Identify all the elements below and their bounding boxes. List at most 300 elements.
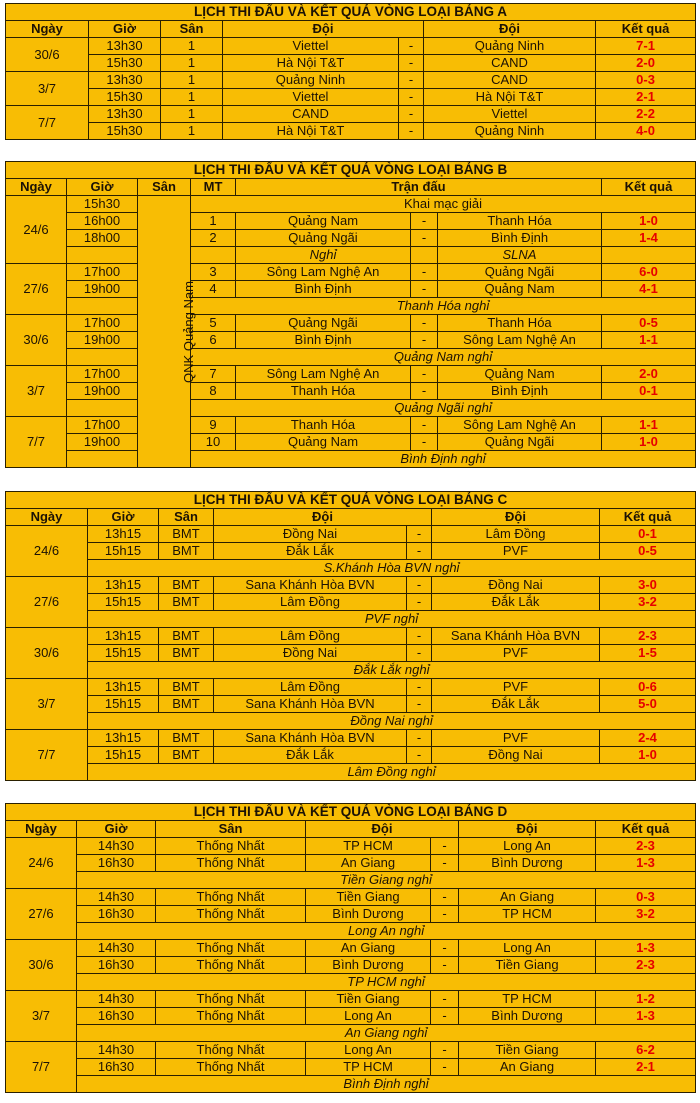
table-row (6, 543, 696, 560)
match-number: 7 (191, 366, 236, 383)
header-venue: Sân (156, 821, 306, 838)
table-row (6, 451, 696, 468)
table-row (6, 906, 696, 923)
rest-note: Long An nghỉ (77, 923, 696, 940)
match-number: 4 (191, 281, 236, 298)
match-number: 6 (191, 332, 236, 349)
match-venue: Thống Nhất (156, 1042, 306, 1059)
group-d-table (5, 803, 696, 1093)
vs-separator: - (431, 855, 459, 872)
match-time: 19h00 (67, 383, 138, 400)
home-team: Bình Dương (306, 957, 431, 974)
header-date: Ngày (6, 821, 77, 838)
match-score: 0-3 (596, 889, 696, 906)
empty-cell (67, 451, 138, 468)
table-row (6, 730, 696, 747)
home-team: Quảng Ngãi (236, 230, 411, 247)
match-venue: Thống Nhất (156, 1059, 306, 1076)
match-time: 15h30 (89, 55, 161, 72)
home-team: Đắk Lắk (214, 543, 407, 560)
group-d-title: LỊCH THI ĐẤU VÀ KẾT QUẢ VÒNG LOẠI BẢNG D (6, 804, 696, 821)
match-date: 27/6 (6, 264, 67, 315)
rest-note: Đắk Lắk nghỉ (88, 662, 696, 679)
match-number: 2 (191, 230, 236, 247)
match-venue: Thống Nhất (156, 991, 306, 1008)
home-team: Lâm Đồng (214, 628, 407, 645)
match-time: 15h15 (88, 747, 159, 764)
table-row (6, 366, 696, 383)
rest-team: SLNA (438, 247, 602, 264)
vs-separator: - (431, 889, 459, 906)
home-team: Bình Định (236, 332, 411, 349)
home-team: Quảng Ninh (223, 72, 399, 89)
header-venue: Sân (138, 179, 191, 196)
empty-cell (67, 247, 138, 264)
match-date: 27/6 (6, 889, 77, 940)
header-team1: Đội (223, 21, 424, 38)
match-time: 16h30 (77, 1059, 156, 1076)
table-row (6, 577, 696, 594)
match-time: 16h00 (67, 213, 138, 230)
away-team: Hà Nội T&T (424, 89, 596, 106)
match-score: 2-2 (596, 106, 696, 123)
table-row (6, 889, 696, 906)
header-team2: Đội (459, 821, 596, 838)
home-team: Bình Dương (306, 906, 431, 923)
away-team: Thanh Hóa (438, 213, 602, 230)
home-team: Quảng Nam (236, 434, 411, 451)
vs-separator: - (431, 940, 459, 957)
match-time: 14h30 (77, 940, 156, 957)
match-date: 30/6 (6, 940, 77, 991)
rest-note: Tiền Giang nghỉ (77, 872, 696, 889)
away-team: Tiền Giang (459, 957, 596, 974)
vs-separator: - (399, 106, 424, 123)
match-score: 2-4 (600, 730, 696, 747)
away-team: Long An (459, 940, 596, 957)
header-team1: Đội (306, 821, 459, 838)
match-date: 7/7 (6, 730, 88, 781)
match-score: 2-3 (596, 838, 696, 855)
match-score: 1-0 (602, 434, 696, 451)
vs-separator: - (431, 1059, 459, 1076)
home-team: Sông Lam Nghệ An (236, 264, 411, 281)
away-team: Quảng Ngãi (438, 434, 602, 451)
match-score: 0-5 (602, 315, 696, 332)
empty-cell (411, 247, 438, 264)
away-team: Quảng Nam (438, 281, 602, 298)
home-team: Lâm Đồng (214, 679, 407, 696)
header-team2: Đội (432, 509, 600, 526)
home-team: Sana Khánh Hòa BVN (214, 696, 407, 713)
match-number: 5 (191, 315, 236, 332)
vs-separator: - (431, 991, 459, 1008)
away-team: Sông Lam Nghệ An (438, 332, 602, 349)
table-row (6, 957, 696, 974)
vs-separator: - (431, 906, 459, 923)
table-row (6, 1008, 696, 1025)
match-score: 2-3 (600, 628, 696, 645)
rest-note: Quảng Ngãi nghỉ (191, 400, 696, 417)
vs-separator: - (411, 366, 438, 383)
match-score: 0-1 (602, 383, 696, 400)
match-time: 17h00 (67, 366, 138, 383)
match-time: 16h30 (77, 1008, 156, 1025)
match-score: 0-1 (600, 526, 696, 543)
match-time: 13h15 (88, 628, 159, 645)
away-team: Quảng Ninh (424, 38, 596, 55)
home-team: Tiền Giang (306, 889, 431, 906)
table-row (6, 764, 696, 781)
table-row (6, 679, 696, 696)
home-team: Lâm Đồng (214, 594, 407, 611)
vs-separator: - (411, 315, 438, 332)
match-venue: Thống Nhất (156, 889, 306, 906)
table-row (6, 332, 696, 349)
vs-separator: - (407, 526, 432, 543)
away-team: Sông Lam Nghệ An (438, 417, 602, 434)
table-row (6, 713, 696, 730)
header-time: Giờ (88, 509, 159, 526)
header-team2: Đội (424, 21, 596, 38)
table-row (6, 974, 696, 991)
vs-separator: - (407, 594, 432, 611)
rest-note: TP HCM nghỉ (77, 974, 696, 991)
home-team: CAND (223, 106, 399, 123)
table-row (6, 991, 696, 1008)
home-team: Hà Nội T&T (223, 55, 399, 72)
home-team: Viettel (223, 89, 399, 106)
match-venue: BMT (159, 747, 214, 764)
table-row (6, 560, 696, 577)
empty-cell (67, 298, 138, 315)
home-team: Quảng Nam (236, 213, 411, 230)
match-time: 13h30 (89, 106, 161, 123)
vs-separator: - (411, 434, 438, 451)
vs-separator: - (411, 213, 438, 230)
table-row (6, 383, 696, 400)
table-row (6, 196, 696, 213)
match-time: 15h15 (88, 594, 159, 611)
header-result: Kết quả (602, 179, 696, 196)
vs-separator: - (399, 55, 424, 72)
vs-separator: - (431, 838, 459, 855)
header-result: Kết quả (596, 821, 696, 838)
match-venue: Thống Nhất (156, 957, 306, 974)
match-venue: Thống Nhất (156, 906, 306, 923)
match-date: 7/7 (6, 417, 67, 468)
match-date: 3/7 (6, 991, 77, 1042)
vs-separator: - (407, 696, 432, 713)
table-row (6, 855, 696, 872)
vs-separator: - (411, 230, 438, 247)
home-team: TP HCM (306, 838, 431, 855)
match-venue: BMT (159, 543, 214, 560)
away-team: Bình Định (438, 230, 602, 247)
home-team: Hà Nội T&T (223, 123, 399, 140)
vs-separator: - (407, 679, 432, 696)
table-row (6, 940, 696, 957)
match-venue: 1 (161, 38, 223, 55)
match-score: 0-5 (600, 543, 696, 560)
home-team: Bình Định (236, 281, 411, 298)
table-row (6, 400, 696, 417)
away-team: Đồng Nai (432, 747, 600, 764)
table-row (6, 264, 696, 281)
home-team: Quảng Ngãi (236, 315, 411, 332)
vs-separator: - (411, 383, 438, 400)
match-score: 0-6 (600, 679, 696, 696)
match-score: 6-2 (596, 1042, 696, 1059)
away-team: An Giang (459, 1059, 596, 1076)
away-team: Bình Dương (459, 1008, 596, 1025)
match-time: 14h30 (77, 889, 156, 906)
match-score: 1-3 (596, 1008, 696, 1025)
vs-separator: - (411, 417, 438, 434)
header-date: Ngày (6, 179, 67, 196)
match-time: 15h30 (89, 123, 161, 140)
match-score: 3-2 (596, 906, 696, 923)
vs-separator: - (431, 1008, 459, 1025)
table-row (6, 662, 696, 679)
away-team: Tiền Giang (459, 1042, 596, 1059)
match-date: 24/6 (6, 526, 88, 577)
table-row (6, 417, 696, 434)
match-venue: BMT (159, 679, 214, 696)
match-venue: BMT (159, 730, 214, 747)
table-row (6, 349, 696, 366)
match-time: 17h00 (67, 417, 138, 434)
rest-note: S.Khánh Hòa BVN nghỉ (88, 560, 696, 577)
match-venue: 1 (161, 55, 223, 72)
match-score: 1-5 (600, 645, 696, 662)
home-team: An Giang (306, 855, 431, 872)
match-time: 15h15 (88, 696, 159, 713)
group-a-table (5, 3, 696, 140)
vs-separator: - (399, 89, 424, 106)
match-time: 17h00 (67, 315, 138, 332)
table-row (6, 72, 696, 89)
rest-note: Đồng Nai nghỉ (88, 713, 696, 730)
home-team: Sana Khánh Hòa BVN (214, 577, 407, 594)
away-team: Đắk Lắk (432, 696, 600, 713)
match-time: 19h00 (67, 281, 138, 298)
match-venue: BMT (159, 645, 214, 662)
match-venue: Thống Nhất (156, 838, 306, 855)
match-time: 13h15 (88, 526, 159, 543)
away-team: Lâm Đồng (432, 526, 600, 543)
match-score: 2-0 (602, 366, 696, 383)
away-team: Quảng Ninh (424, 123, 596, 140)
table-row (6, 611, 696, 628)
table-row (6, 747, 696, 764)
away-team: Long An (459, 838, 596, 855)
away-team: Bình Định (438, 383, 602, 400)
home-team: Đồng Nai (214, 526, 407, 543)
match-time: 13h15 (88, 730, 159, 747)
table-row (6, 1076, 696, 1093)
table-row (6, 298, 696, 315)
match-date: 27/6 (6, 577, 88, 628)
home-team: Long An (306, 1042, 431, 1059)
vs-separator: - (411, 281, 438, 298)
table-row (6, 923, 696, 940)
venue-name: QNK Quảng Nam (180, 280, 196, 383)
vs-separator: - (407, 628, 432, 645)
match-time: 14h30 (77, 838, 156, 855)
match-time: 14h30 (77, 1042, 156, 1059)
table-row (6, 247, 696, 264)
away-team: Bình Dương (459, 855, 596, 872)
group-c-table (5, 491, 696, 781)
table-row (6, 106, 696, 123)
home-team: TP HCM (306, 1059, 431, 1076)
header-venue: Sân (159, 509, 214, 526)
away-team: Quảng Ngãi (438, 264, 602, 281)
empty-cell (67, 349, 138, 366)
away-team: PVF (432, 543, 600, 560)
match-venue: Thống Nhất (156, 1008, 306, 1025)
venue-cell (138, 196, 196, 468)
table-row (6, 628, 696, 645)
vs-separator: - (399, 72, 424, 89)
match-number: 10 (191, 434, 236, 451)
table-row (6, 123, 696, 140)
group-b-table (5, 161, 696, 468)
match-score: 7-1 (596, 38, 696, 55)
match-score: 1-0 (600, 747, 696, 764)
header-time: Giờ (67, 179, 138, 196)
match-venue: Thống Nhất (156, 855, 306, 872)
match-venue: BMT (159, 577, 214, 594)
vs-separator: - (399, 123, 424, 140)
match-score: 4-1 (602, 281, 696, 298)
rest-note: Bình Định nghỉ (77, 1076, 696, 1093)
header-result: Kết quả (596, 21, 696, 38)
table-row (6, 1042, 696, 1059)
match-score: 1-3 (596, 855, 696, 872)
home-team: Tiền Giang (306, 991, 431, 1008)
table-row (6, 230, 696, 247)
away-team: Sana Khánh Hòa BVN (432, 628, 600, 645)
group-c-title: LỊCH THI ĐẤU VÀ KẾT QUẢ VÒNG LOẠI BẢNG C (6, 492, 696, 509)
header-time: Giờ (77, 821, 156, 838)
empty-cell (67, 400, 138, 417)
header-match: Trận đấu (236, 179, 602, 196)
header-result: Kết quả (600, 509, 696, 526)
table-row (6, 434, 696, 451)
match-number: 1 (191, 213, 236, 230)
opening-label: Khai mạc giải (191, 196, 696, 213)
match-date: 7/7 (6, 106, 89, 140)
match-score: 1-3 (596, 940, 696, 957)
home-team: Đồng Nai (214, 645, 407, 662)
home-team: Long An (306, 1008, 431, 1025)
group-b-title: LỊCH THI ĐẤU VÀ KẾT QUẢ VÒNG LOẠI BẢNG B (6, 162, 696, 179)
match-time: 18h00 (67, 230, 138, 247)
table-row (6, 281, 696, 298)
match-time: 16h30 (77, 855, 156, 872)
match-score: 5-0 (600, 696, 696, 713)
away-team: TP HCM (459, 906, 596, 923)
match-score: 1-1 (602, 417, 696, 434)
match-time: 19h00 (67, 434, 138, 451)
home-team: Thanh Hóa (236, 417, 411, 434)
home-team: Viettel (223, 38, 399, 55)
away-team: Thanh Hóa (438, 315, 602, 332)
vs-separator: - (407, 747, 432, 764)
match-score: 1-2 (596, 991, 696, 1008)
header-mt: MT (191, 179, 236, 196)
match-number: 3 (191, 264, 236, 281)
table-row (6, 696, 696, 713)
match-venue: 1 (161, 123, 223, 140)
match-time: 17h00 (67, 264, 138, 281)
match-date: 3/7 (6, 679, 88, 730)
match-score: 1-1 (602, 332, 696, 349)
away-team: Đồng Nai (432, 577, 600, 594)
match-score: 3-2 (600, 594, 696, 611)
match-time: 13h30 (89, 38, 161, 55)
match-score: 2-3 (596, 957, 696, 974)
table-row (6, 89, 696, 106)
match-venue: BMT (159, 696, 214, 713)
away-team: Quảng Nam (438, 366, 602, 383)
rest-note: Lâm Đồng nghỉ (88, 764, 696, 781)
table-row (6, 1025, 696, 1042)
match-score: 2-0 (596, 55, 696, 72)
match-time: 14h30 (77, 991, 156, 1008)
away-team: PVF (432, 730, 600, 747)
match-date: 30/6 (6, 38, 89, 72)
empty-cell (602, 247, 696, 264)
rest-note: PVF nghỉ (88, 611, 696, 628)
match-time: 13h15 (88, 577, 159, 594)
header-team1: Đội (214, 509, 432, 526)
match-score: 0-3 (596, 72, 696, 89)
table-row (6, 1059, 696, 1076)
away-team: PVF (432, 679, 600, 696)
match-venue: 1 (161, 72, 223, 89)
match-time: 15h15 (88, 645, 159, 662)
vs-separator: - (407, 543, 432, 560)
match-date: 3/7 (6, 72, 89, 106)
match-venue: BMT (159, 628, 214, 645)
table-row (6, 213, 696, 230)
match-time: 19h00 (67, 332, 138, 349)
home-team: Thanh Hóa (236, 383, 411, 400)
match-time: 15h15 (88, 543, 159, 560)
match-score: 6-0 (602, 264, 696, 281)
match-score: 2-1 (596, 1059, 696, 1076)
match-date: 30/6 (6, 628, 88, 679)
table-row (6, 872, 696, 889)
match-venue: 1 (161, 89, 223, 106)
header-venue: Sân (161, 21, 223, 38)
match-time: 13h15 (88, 679, 159, 696)
match-time: 13h30 (89, 72, 161, 89)
vs-separator: - (399, 38, 424, 55)
match-date: 24/6 (6, 838, 77, 889)
vs-separator: - (407, 645, 432, 662)
vs-separator: - (431, 957, 459, 974)
match-score: 2-1 (596, 89, 696, 106)
home-team: An Giang (306, 940, 431, 957)
table-row (6, 315, 696, 332)
match-score: 4-0 (596, 123, 696, 140)
table-row (6, 645, 696, 662)
rest-note: Quảng Nam nghỉ (191, 349, 696, 366)
